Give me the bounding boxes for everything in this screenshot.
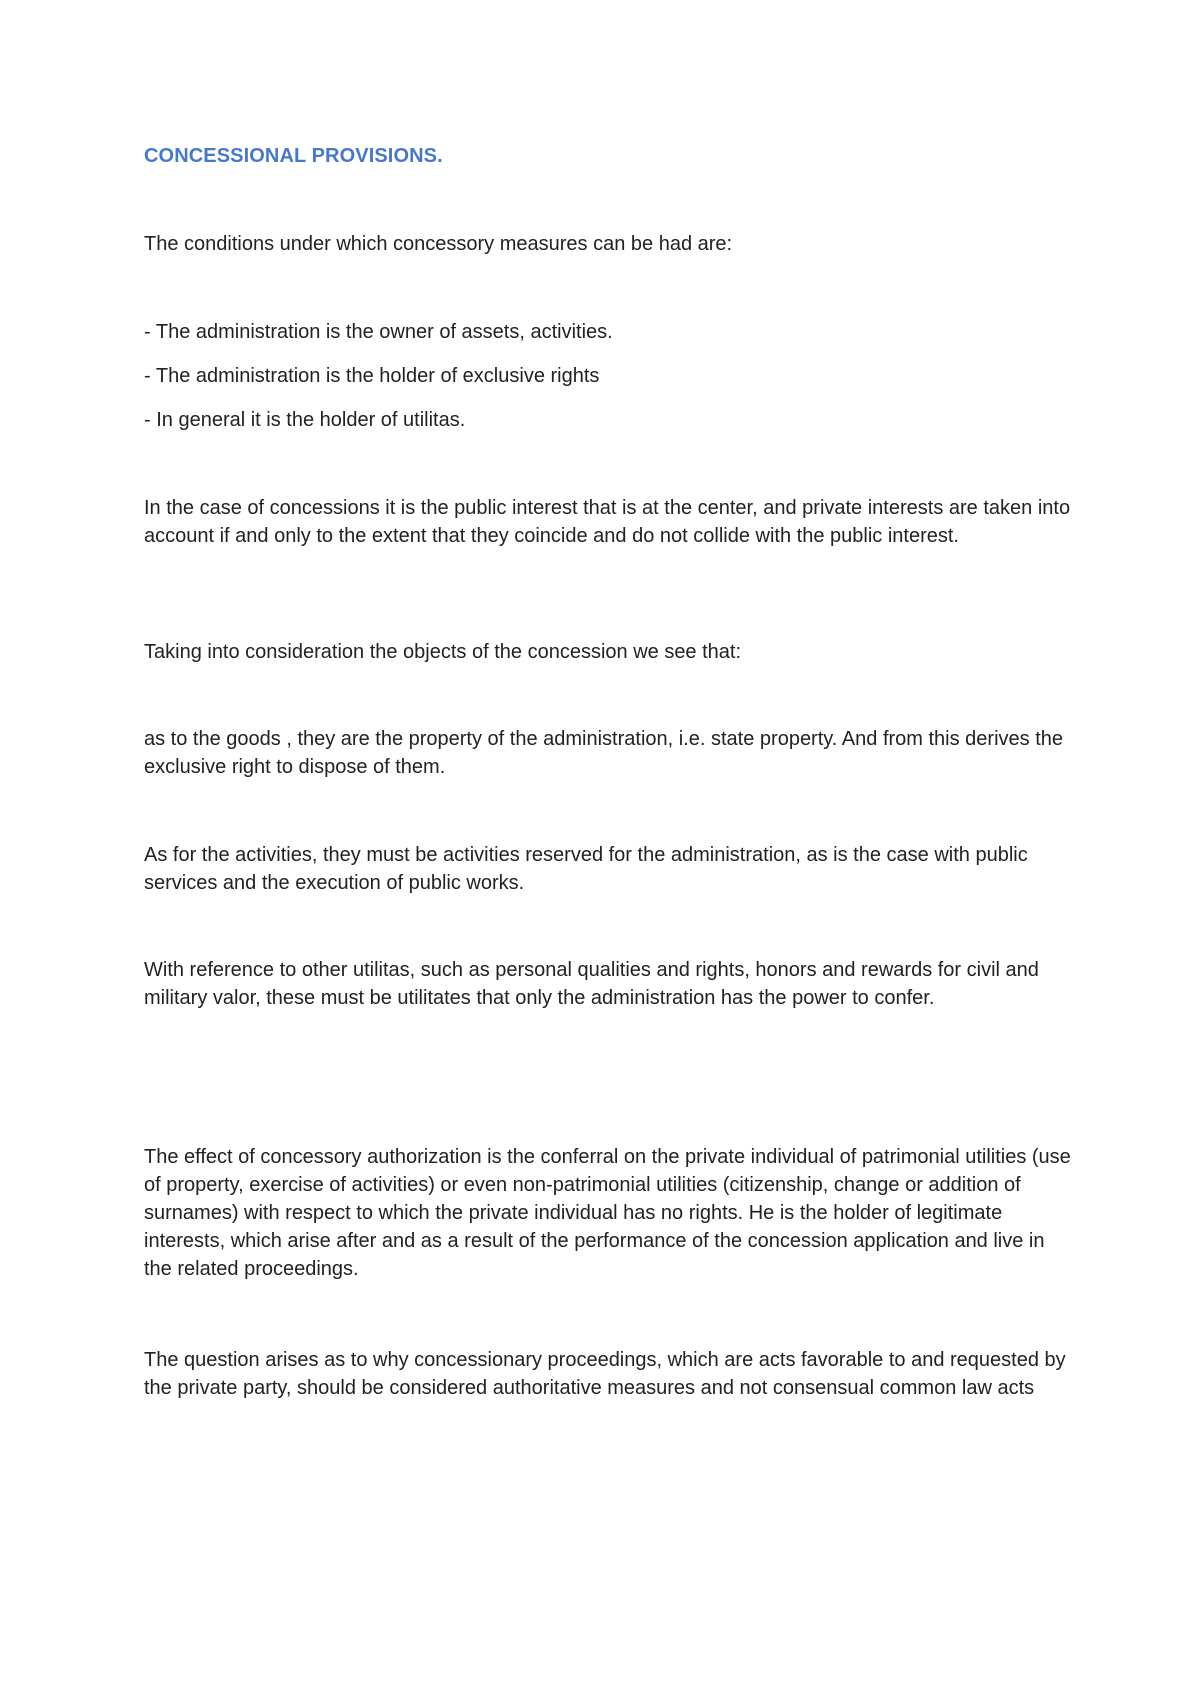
body-paragraph: as to the goods , they are the property of the administration, i.e. state property. And from this derives the exclusive right to dispose of them. <box>144 728 1064 778</box>
body-paragraph: In the case of concessions it is the public interest that is at the center, and private interests are taken into account if and only to the extent that they coincide and do not collide with the public interest. <box>144 497 1071 547</box>
body-paragraph: As for the activities, they must be activities reserved for the administration, as is the case with public services and the execution of public works. <box>144 844 1028 894</box>
body-paragraph: The effect of concessory authorization is the conferral on the private individual of patrimonial utilities (use of property, exercise of activities) or even non-patrimonial utilities (citizenship, change or addition of surnames) with respect to which the private individual has no rights. He is the holder of legitimate interests, which arise after and as a result of the performance of the concession application and live in the related proceedings. <box>144 1146 1071 1280</box>
document-heading: CONCESSIONAL PROVISIONS. <box>144 145 443 167</box>
body-paragraph: The question arises as to why concessionary proceedings, which are acts favorable to and requested by the private party, should be considered authoritative measures and not consensual common law acts <box>144 1349 1066 1399</box>
list-item: - In general it is the holder of utilitas. <box>144 409 466 431</box>
body-paragraph: With reference to other utilitas, such as personal qualities and rights, honors and rewards for civil and military valor, these must be utilitates that only the administration has the power to confer. <box>144 959 1039 1009</box>
body-paragraph: Taking into consideration the objects of the concession we see that: <box>144 641 742 663</box>
list-item: - The administration is the owner of assets, activities. <box>144 321 613 343</box>
intro-paragraph: The conditions under which concessory measures can be had are: <box>144 233 733 255</box>
list-item: - The administration is the holder of exclusive rights <box>144 365 600 387</box>
